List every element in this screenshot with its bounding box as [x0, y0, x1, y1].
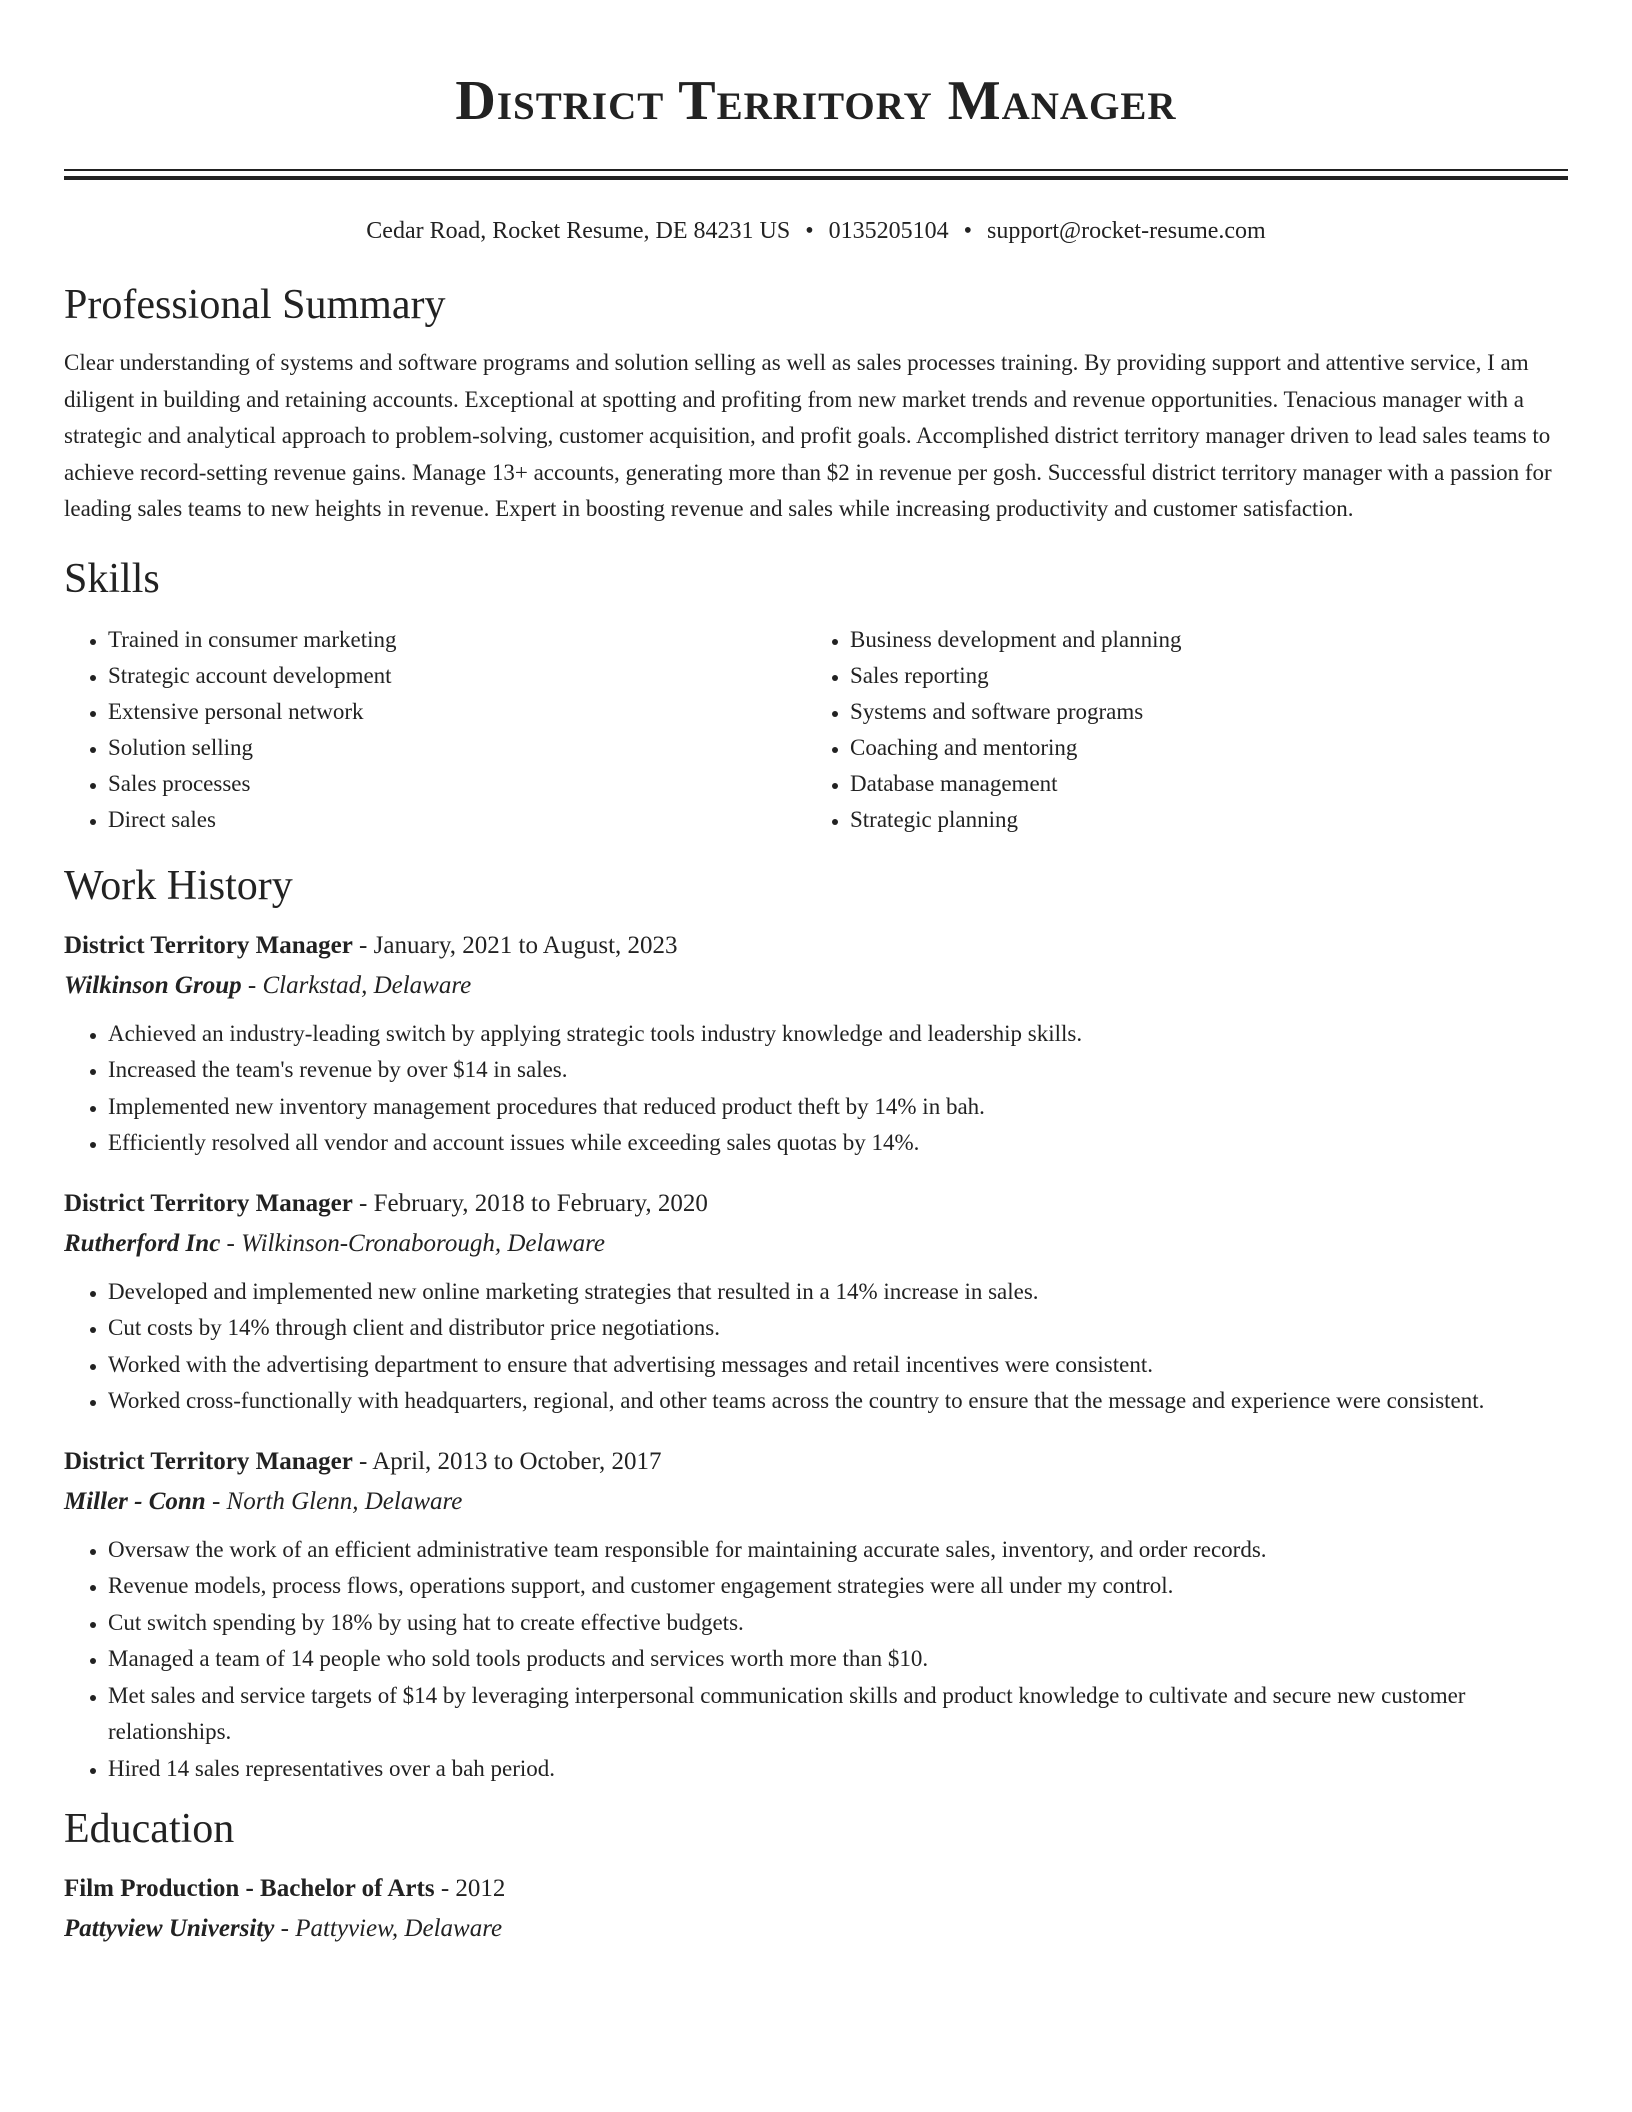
skill-item: • Extensive personal network [108, 694, 806, 730]
company-name: Miller - Conn [64, 1487, 206, 1515]
job-entry [64, 926, 1568, 1162]
skill-item: • Sales reporting [850, 658, 1548, 694]
resume-page [64, 0, 1568, 1949]
job-bullet: • Achieved an industry-leading switch by applying strategic tools industry knowledge and leadership skills. [108, 1016, 1568, 1053]
job-bullet: • Hired 14 sales representatives over a bah period. [108, 1751, 1568, 1788]
work-history-heading: Work History [64, 862, 293, 909]
job-bullet: • Efficiently resolved all vendor and account issues while exceeding sales quotas by 14%. [108, 1125, 1568, 1162]
job-title: District Territory Manager [64, 1189, 353, 1217]
school-name: Pattyview University [64, 1915, 275, 1942]
education-heading: Education [64, 1806, 235, 1852]
job-employer [64, 1482, 1568, 1522]
job-employer [64, 1224, 1568, 1264]
skills-list-right [806, 622, 1548, 838]
skill-item: • Systems and software programs [850, 694, 1548, 730]
job-bullet: • Managed a team of 14 people who sold tools products and services worth more than $10. [108, 1641, 1568, 1678]
summary-heading: Professional Summary [64, 282, 446, 328]
job-dates: - February, 2018 to February, 2020 [352, 1189, 708, 1217]
contact-line [64, 215, 1568, 247]
school-location: - Pattyview, Delaware [274, 1915, 503, 1942]
company-location: - Wilkinson-Cronaborough, Delaware [220, 1229, 606, 1257]
contact-phone: 0135205104 [828, 218, 949, 244]
company-location: - Clarkstad, Delaware [241, 971, 472, 999]
job-bullet: • Developed and implemented new online marketing strategies that resulted in a 14% increase in sales. [108, 1274, 1568, 1311]
skill-item: • Trained in consumer marketing [108, 622, 806, 658]
education-school-line [64, 1909, 1568, 1949]
job-title: District Territory Manager [64, 1447, 353, 1475]
skill-item: • Strategic planning [850, 802, 1548, 838]
job-header [64, 1442, 1568, 1482]
job-bullet: • Worked with the advertising department to ensure that advertising messages and retail incentives were consistent. [108, 1347, 1568, 1384]
skill-item: • Coaching and mentoring [850, 730, 1548, 766]
summary-text: Clear understanding of systems and software programs and solution selling as well as sales processes training. By providing support and attentive service, I am diligent in building and retaining accounts. Exceptional at spotting and profiting from new market trends and revenue opportunities. Tenacious manager with a strategic and analytical approach to problem-solving, customer acquisition, and profit goals. Accomplished district territory manager driven to lead sales teams to achieve record-setting revenue gains. Manage 13+ accounts, generating more than $2 in revenue per gosh. Successful district territory manager with a passion for leading sales teams to new heights in revenue. Expert in boosting revenue and sales while increasing productivity and customer satisfaction. [64, 350, 1552, 521]
job-entry [64, 1442, 1568, 1788]
job-bullets [64, 1532, 1568, 1788]
skills-columns [64, 622, 1568, 838]
skill-item: • Direct sales [108, 802, 806, 838]
job-bullet: • Implemented new inventory management procedures that reduced product theft by 14% in bah. [108, 1089, 1568, 1126]
skill-item: • Database management [850, 766, 1548, 802]
job-bullets [64, 1274, 1568, 1420]
job-header [64, 1184, 1568, 1224]
job-bullet: • Increased the team's revenue by over $14 in sales. [108, 1052, 1568, 1089]
resume-name: District Territory Manager [455, 70, 1177, 132]
job-dates: - January, 2021 to August, 2023 [352, 931, 678, 959]
graduation-year: - 2012 [434, 1875, 506, 1902]
job-bullet: • Worked cross-functionally with headquarters, regional, and other teams across the country to ensure that the message and experience were consistent. [108, 1383, 1568, 1420]
skill-item: • Business development and planning [850, 622, 1548, 658]
skills-list-left [64, 622, 806, 838]
skill-item: • Strategic account development [108, 658, 806, 694]
job-title: District Territory Manager [64, 931, 353, 959]
job-header [64, 926, 1568, 966]
job-bullet: • Cut costs by 14% through client and distributor price negotiations. [108, 1310, 1568, 1347]
skill-item: • Solution selling [108, 730, 806, 766]
company-location: - North Glenn, Delaware [205, 1487, 463, 1515]
header-divider [64, 169, 1568, 180]
contact-separator: • [805, 218, 814, 244]
job-bullet: • Cut switch spending by 18% by using hat to create effective budgets. [108, 1605, 1568, 1642]
job-bullet: • Oversaw the work of an efficient administrative team responsible for maintaining accurate sales, inventory, and order records. [108, 1532, 1568, 1569]
degree-name: Film Production - Bachelor of Arts [64, 1875, 435, 1902]
contact-address: Cedar Road, Rocket Resume, DE 84231 US [366, 218, 791, 244]
contact-separator: • [963, 218, 973, 244]
education-degree-line [64, 1869, 1568, 1909]
skills-heading: Skills [64, 555, 160, 602]
job-bullets [64, 1016, 1568, 1162]
contact-email: support@rocket-resume.com [987, 218, 1266, 244]
job-bullet: • Met sales and service targets of $14 by leveraging interpersonal communication skills and product knowledge to cultivate and secure new customer relationships. [108, 1678, 1568, 1751]
company-name: Rutherford Inc [64, 1229, 221, 1257]
company-name: Wilkinson Group [64, 971, 242, 999]
job-entry [64, 1184, 1568, 1420]
job-dates: - April, 2013 to October, 2017 [352, 1447, 662, 1475]
job-bullet: • Revenue models, process flows, operations support, and customer engagement strategies were all under my control. [108, 1568, 1568, 1605]
skill-item: • Sales processes [108, 766, 806, 802]
job-employer [64, 966, 1568, 1006]
